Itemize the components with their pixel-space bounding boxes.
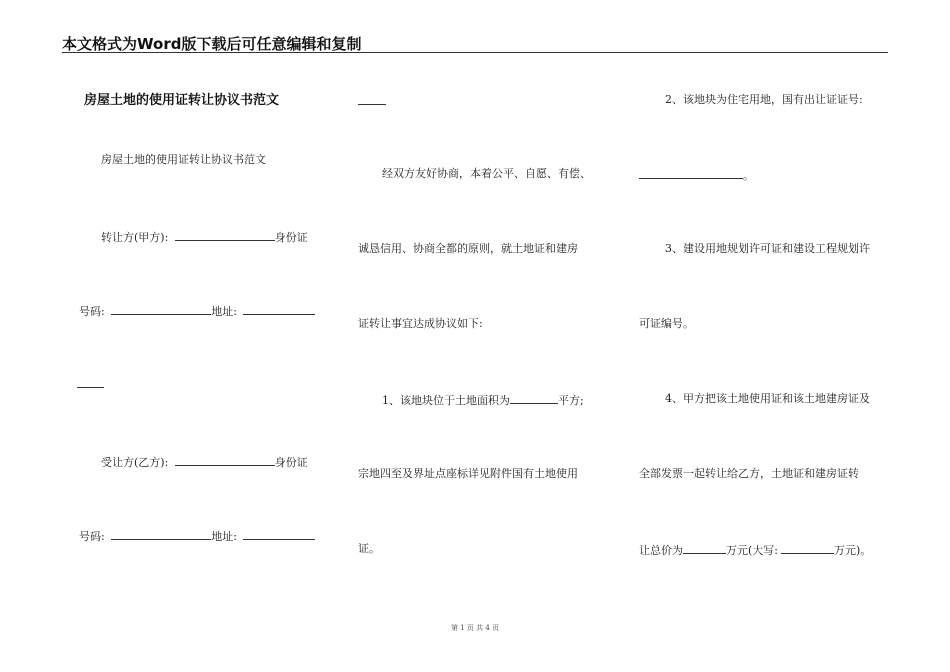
- transferee-line: [101, 454, 308, 470]
- subtitle-line: 房屋土地的使用证转让协议书范文: [101, 153, 266, 166]
- transferor-label: 转让方(甲方):: [101, 231, 169, 244]
- body-line-3: 证转让事宜达成协议如下:: [358, 317, 483, 330]
- column-1: [0, 0, 330, 672]
- id-label-b: 身份证: [274, 456, 308, 469]
- body-line-6: 证。: [358, 542, 380, 555]
- transferor-name-field[interactable]: [175, 229, 275, 241]
- number-label-b: 号码:: [79, 530, 105, 543]
- transferor-line: [101, 229, 308, 245]
- page-footer: 第 1 页 共 4 页: [450, 624, 500, 632]
- transferee-label: 受让方(乙方):: [101, 456, 169, 469]
- price-uppercase-field[interactable]: [781, 542, 834, 554]
- id-number-field-a[interactable]: [111, 303, 211, 315]
- body-line-5: 宗地四至及界址点座标详见附件国有土地使用: [358, 467, 578, 480]
- column-2: [330, 0, 630, 672]
- item-4-continuation: 全部发票一起转让给乙方，土地证和建房证转: [639, 467, 859, 480]
- land-area-field[interactable]: [510, 392, 558, 404]
- number-address-line-b: [79, 528, 315, 544]
- item-1-line: [382, 392, 584, 408]
- price-suffix: 万元)。: [834, 544, 872, 557]
- item-2-end: 。: [743, 169, 754, 182]
- address-field-a[interactable]: [243, 303, 315, 315]
- item-4-line: 4、甲方把该土地使用证和该土地建房证及: [665, 392, 870, 405]
- body-line-1: 经双方友好协商，本着公平、自愿、有偿、: [382, 167, 591, 180]
- address-label-a: 地址:: [211, 305, 237, 318]
- item-2-line: 2、该地块为住宅用地，国有出让证证号:: [665, 93, 863, 106]
- certificate-number-line: [639, 167, 754, 183]
- price-mid: 万元(大写:: [726, 544, 778, 557]
- price-prefix: 让总价为: [639, 544, 683, 557]
- column-3: [630, 0, 950, 672]
- number-label-a: 号码:: [79, 305, 105, 318]
- header-title: 本文格式为Word版下载后可任意编辑和复制: [62, 35, 362, 53]
- document-title: 房屋土地的使用证转让协议书范文: [84, 93, 280, 108]
- price-line: [639, 542, 871, 558]
- item-3-continuation: 可证编号。: [639, 317, 694, 330]
- address-continuation-b: [358, 104, 386, 105]
- certificate-number-field[interactable]: [639, 167, 743, 179]
- item-1-prefix: 1、该地块位于土地面积为: [382, 394, 510, 407]
- address-continuation-a: [77, 387, 104, 388]
- address-label-b: 地址:: [211, 530, 237, 543]
- transferee-name-field[interactable]: [175, 454, 275, 466]
- address-field-b[interactable]: [243, 528, 315, 540]
- number-address-line-a: [79, 303, 315, 319]
- id-number-field-b[interactable]: [111, 528, 211, 540]
- price-amount-field[interactable]: [683, 542, 726, 554]
- item-3-line: 3、建设用地规划许可证和建设工程规划许: [665, 242, 870, 255]
- item-1-suffix: 平方;: [558, 394, 584, 407]
- id-label-a: 身份证: [274, 231, 308, 244]
- body-line-2: 诚恳信用、协商全都的原则，就土地证和建房: [358, 242, 578, 255]
